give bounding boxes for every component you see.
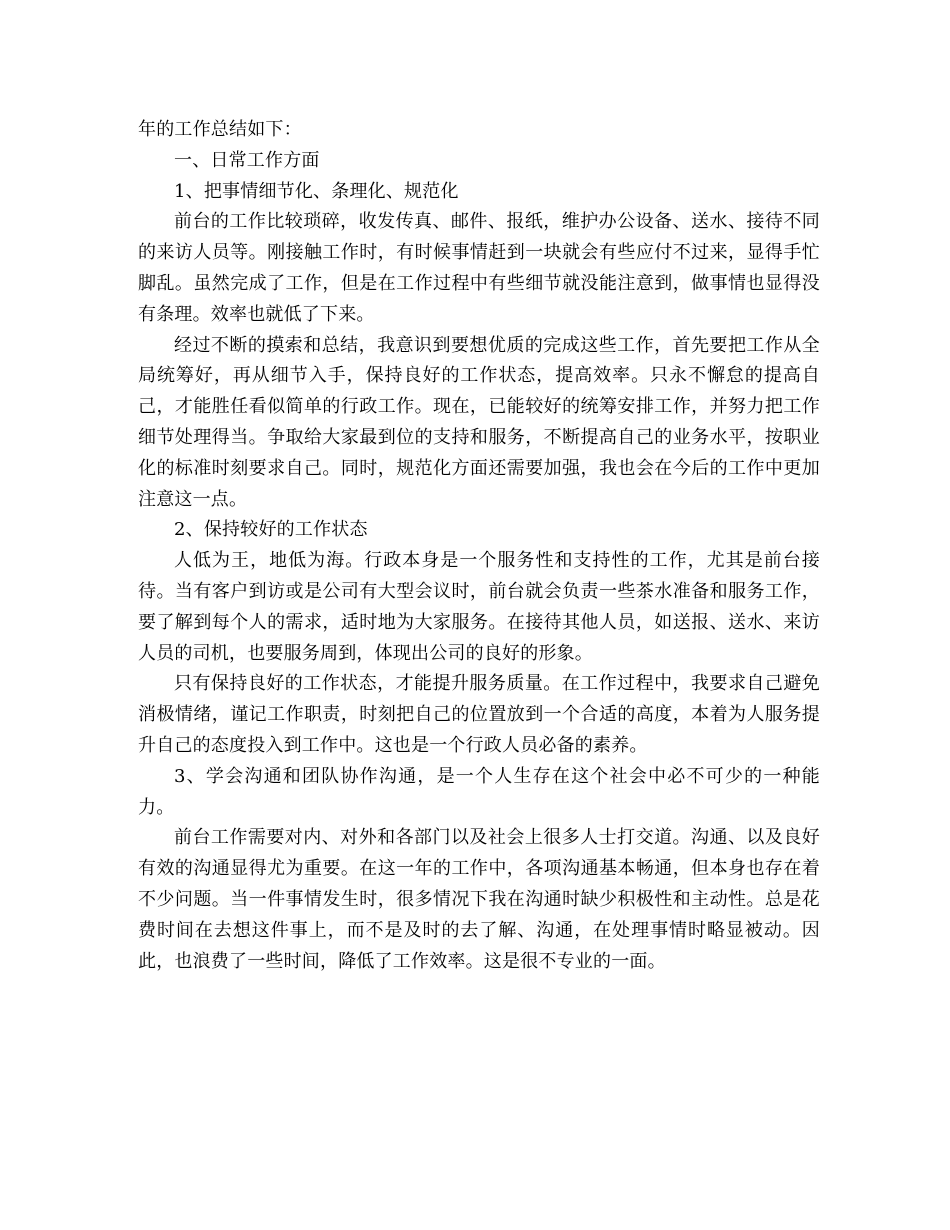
paragraph-intro: 年的工作总结如下：	[138, 119, 302, 140]
paragraph-service-quality: 只有保持良好的工作状态，才能提升服务质量。在工作过程中，我要求自己避免消极情绪，谨记工作职责，时刻把自己的位置放到一个合适的高度，本着为人服务提升自己的态度投入到工作中。这也是一个行政人员必备的素养。	[138, 673, 820, 756]
paragraph-improvement: 经过不断的摸索和总结，我意识到要想优质的完成这些工作，首先要把工作从全局统筹好，再从细节入手，保持良好的工作状态，提高效率。只永不懈怠的提高自己，才能胜任看似简单的行政工作。现在，已能较好的统筹安排工作，并努力把工作细节处理得当。争取给大家最到位的支持和服务，不断提高自己的业务水平，按职业化的标准时刻要求自己。同时，规范化方面还需要加强，我也会在今后的工作中更加注意这一点。	[138, 334, 820, 510]
paragraph-front-desk-duties: 前台的工作比较琐碎，收发传真、邮件、报纸，维护办公设备、送水、接待不同的来访人员等。刚接触工作时，有时候事情赶到一块就会有些应付不过来，显得手忙脚乱。虽然完成了工作，但是在工作过程中有些细节就没能注意到，做事情也显得没有条理。效率也就低了下来。	[138, 211, 820, 325]
paragraph-service-attitude: 人低为王，地低为海。行政本身是一个服务性和支持性的工作，尤其是前台接待。当有客户到访或是公司有大型会议时，前台就会负责一些茶水准备和服务工作，要了解到每个人的需求，适时地为大家服务。在接待其他人员，如送报、送水、来访人员的司机，也要服务周到，体现出公司的良好的形象。	[138, 550, 820, 664]
paragraph-communication-issues: 前台工作需要对内、对外和各部门以及社会上很多人士打交道。沟通、以及良好有效的沟通显得尤为重要。在这一年的工作中，各项沟通基本畅通，但本身也存在着不少问题。当一件事情发生时，很多情况下我在沟通时缺少积极性和主动性。总是花费时间在去想这件事上，而不是及时的去了解、沟通，在处理事情时略显被动。因此，也浪费了一些时间，降低了工作效率。这是很不专业的一面。	[138, 827, 820, 972]
document-body	[138, 115, 820, 977]
section-heading-daily-work: 一、日常工作方面	[174, 149, 320, 171]
subheading-communication: 3、学会沟通和团队协作沟通，是一个人生存在这个社会中必不可少的一种能力。	[138, 765, 820, 818]
subheading-work-state: 2、保持较好的工作状态	[174, 519, 368, 541]
subheading-detail-organization: 1、把事情细节化、条理化、规范化	[174, 180, 459, 202]
